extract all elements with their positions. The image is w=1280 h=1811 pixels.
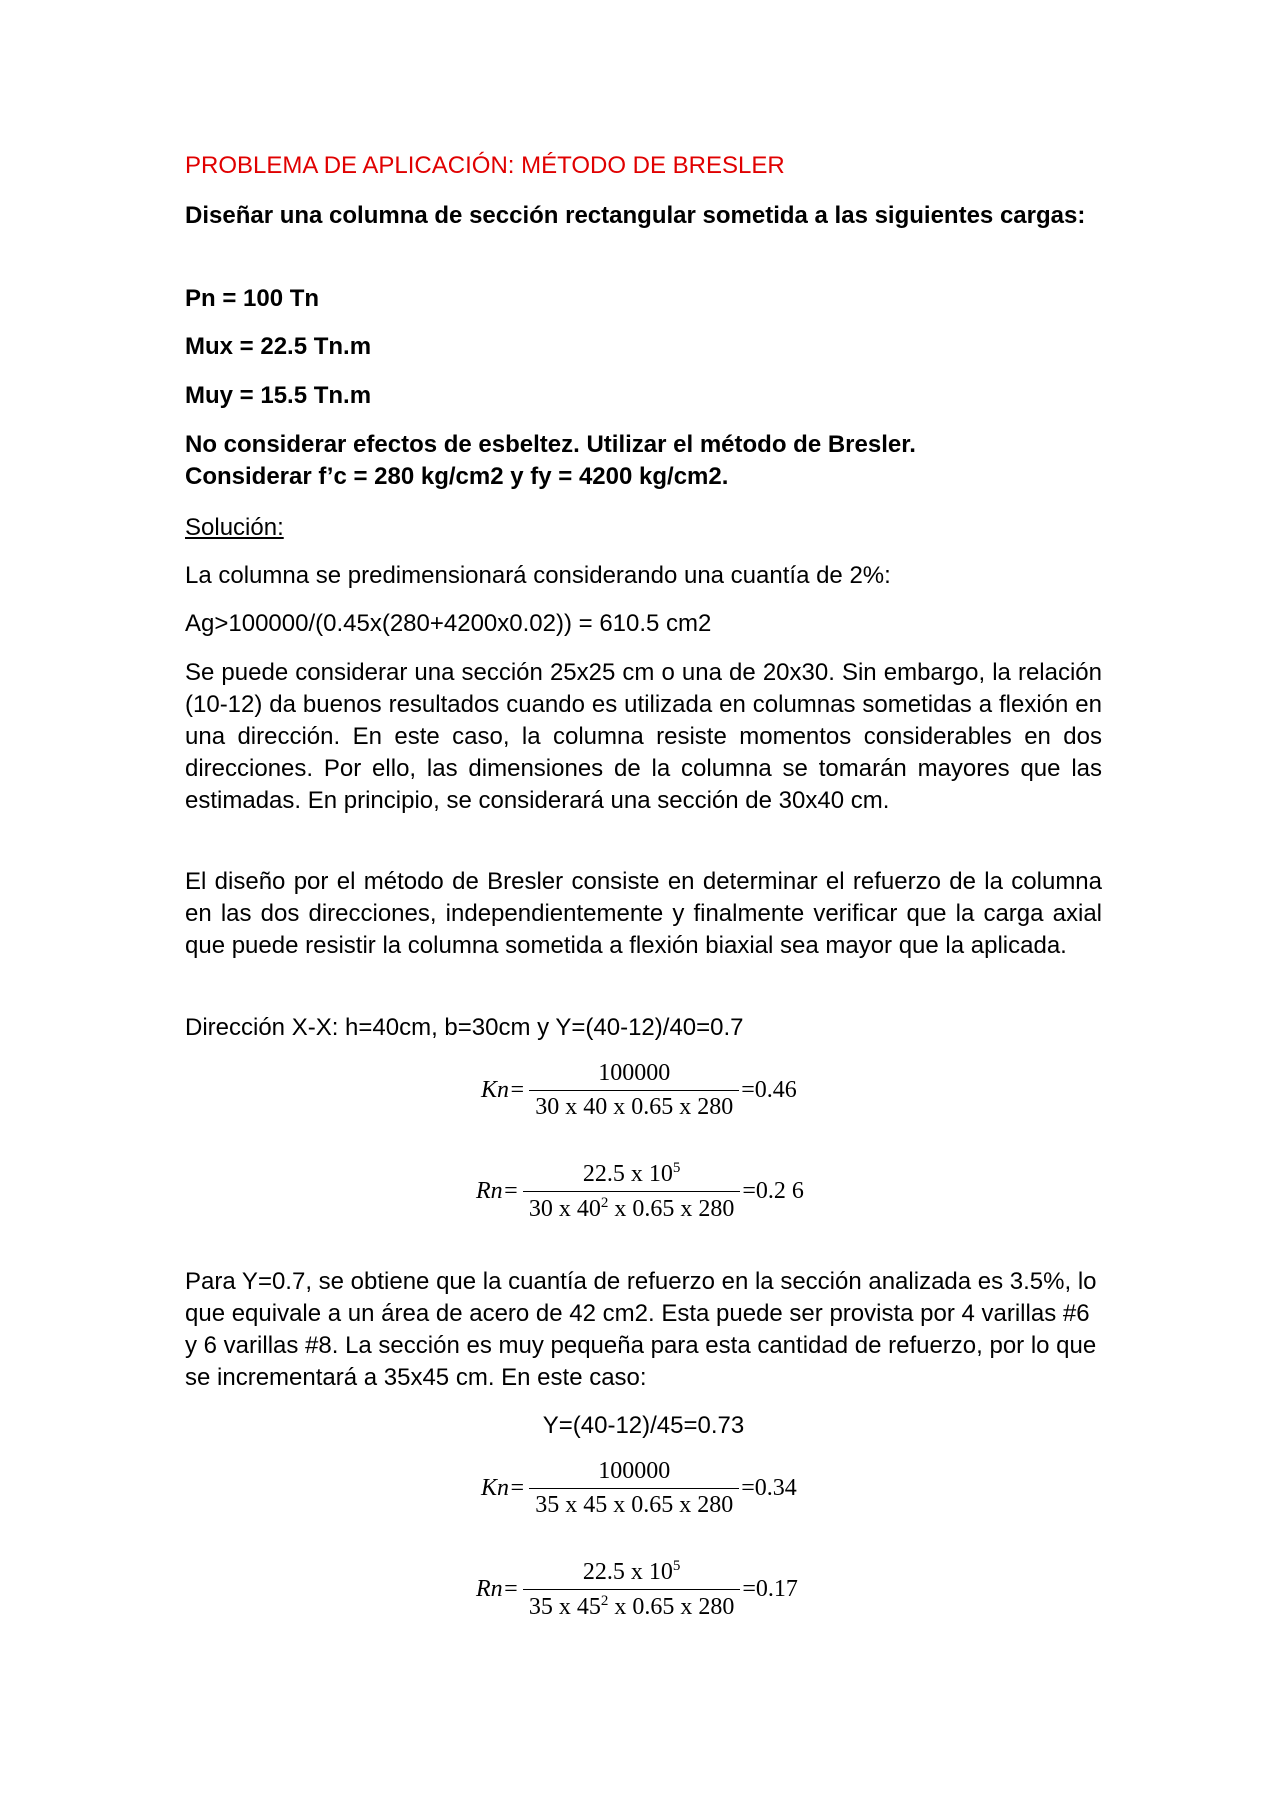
equation-lhs: Kn= [481, 1475, 526, 1501]
fraction-denominator: 35 x 45 x 0.65 x 280 [529, 1488, 739, 1519]
solution-paragraph-7: Y=(40-12)/45=0.73 [542, 1412, 745, 1439]
equation-result: =0.34 [741, 1475, 797, 1501]
denominator-rest: x 0.65 x 280 [614, 1594, 735, 1620]
equation-lhs: Rn= [476, 1178, 519, 1204]
equation-kn-2 [481, 1458, 797, 1519]
solution-paragraph-4: El diseño por el método de Bresler consiste en determinar el refuerzo de la columna en las dos direcciones, independientemente y finalmente verificar que la carga axial que puede resistir la columna sometida a flexión biaxial sea mayor que la aplicada. [185, 868, 1102, 959]
solution-paragraph-1: La columna se predimensionará considerando una cuantía de 2%: [185, 562, 891, 589]
solution-paragraph-6: Para Y=0.7, se obtiene que la cuantía de refuerzo en la sección analizada es 3.5%, lo que equivale a un área de acero de 42 cm2. Esta puede ser provista por 4 varillas #6 y 6 varillas #8. La sección es muy pequeña para esta cantidad de refuerzo, por lo que se incrementará a 35x45 cm. En este caso: [185, 1268, 1097, 1391]
fraction [529, 1060, 739, 1121]
equation-lhs: Kn= [481, 1077, 526, 1103]
equation-result: =0.46 [741, 1077, 797, 1103]
equation-result: =0.2 6 [742, 1178, 804, 1204]
denominator-base: 35 x 45 [528, 1594, 601, 1620]
load-muy: Muy = 15.5 Tn.m [185, 382, 372, 409]
solution-paragraph-2: Ag>100000/(0.45x(280+4200x0.02)) = 610.5 cm2 [185, 610, 712, 637]
load-pn: Pn = 100 Tn [185, 285, 320, 312]
fraction-denominator [523, 1191, 741, 1223]
fraction [529, 1458, 739, 1519]
fraction-denominator: 30 x 40 x 0.65 x 280 [529, 1090, 739, 1121]
problem-notes: No considerar efectos de esbeltez. Utilizar el método de Bresler. Considerar f’c = 280 kg/cm2 y fy = 4200 kg/cm2. [185, 431, 916, 490]
fraction-numerator [577, 1558, 687, 1589]
solution-heading: Solución: [185, 514, 284, 541]
denominator-exponent: 2 [600, 1195, 609, 1211]
equation-rn-2 [476, 1558, 798, 1621]
denominator-base: 30 x 40 [528, 1196, 601, 1222]
numerator-base: 22.5 x 10 [582, 1161, 673, 1187]
equation-kn-1 [481, 1060, 797, 1121]
problem-intro: Diseñar una columna de sección rectangular sometida a las siguientes cargas: [185, 202, 1086, 229]
numerator-base: 22.5 x 10 [582, 1559, 673, 1585]
page-title: PROBLEMA DE APLICACIÓN: MÉTODO DE BRESLER [185, 152, 785, 179]
fraction-denominator [523, 1589, 741, 1621]
load-mux: Mux = 22.5 Tn.m [185, 333, 372, 360]
equation-result: =0.17 [742, 1576, 798, 1602]
solution-paragraph-5: Dirección X-X: h=40cm, b=30cm y Y=(40-12)/40=0.7 [185, 1014, 744, 1041]
denominator-rest: x 0.65 x 280 [614, 1196, 735, 1222]
denominator-exponent: 2 [600, 1593, 609, 1609]
solution-paragraph-3: Se puede considerar una sección 25x25 cm o una de 20x30. Sin embargo, la relación (10-12) da buenos resultados cuando es utilizada en columnas sometidas a flexión en una dirección. En este caso, la columna resiste momentos considerables en dos direcciones. Por ello, las dimensiones de la columna se tomarán mayores que las estimadas. En principio, se considerará una sección de 30x40 cm. [185, 659, 1102, 814]
numerator-exponent: 5 [672, 1160, 681, 1176]
fraction-numerator: 100000 [598, 1458, 671, 1484]
equation-lhs: Rn= [476, 1576, 519, 1602]
fraction-numerator: 100000 [598, 1060, 671, 1086]
fraction [523, 1558, 741, 1621]
fraction-numerator [577, 1160, 687, 1191]
numerator-exponent: 5 [672, 1558, 681, 1574]
equation-rn-1 [476, 1160, 804, 1223]
fraction [523, 1160, 741, 1223]
